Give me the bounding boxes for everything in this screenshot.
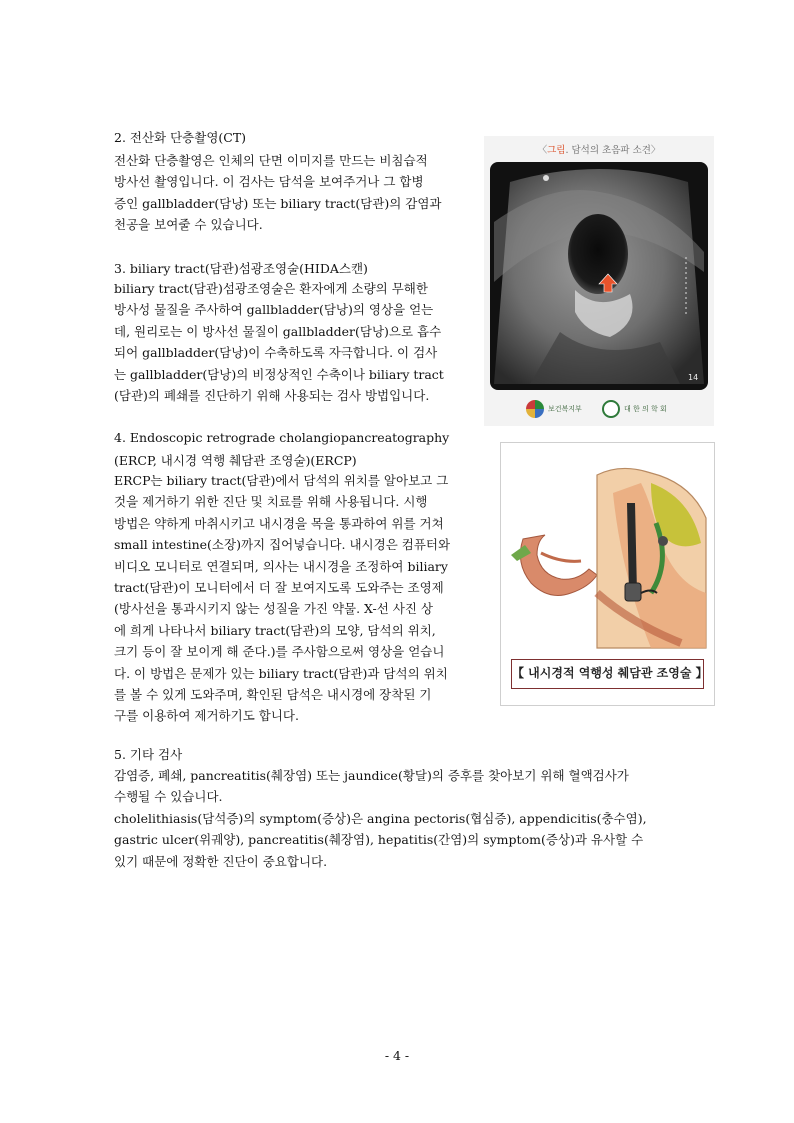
academy-logo: 대 한 의 학 회 bbox=[602, 400, 667, 418]
text-line: 되어 gallbladder(담낭)이 수축하도록 자극합니다. 이 검사 bbox=[114, 345, 438, 361]
text-line: small intestine(소장)까지 집어넣습니다. 내시경은 컴퓨터와 bbox=[114, 537, 451, 553]
page-number: - 4 - bbox=[384, 1048, 410, 1063]
text-line: 전산화 단층촬영은 인체의 단면 이미지를 만드는 비침습적 bbox=[114, 153, 428, 168]
text-line: 것을 제거하기 위한 진단 및 치료를 위해 사용됩니다. 시행 bbox=[114, 494, 428, 510]
text-line: 크기 등이 잘 보이게 해 준다.)를 주사함으로써 영상을 얻습니 bbox=[114, 644, 445, 660]
text-line: 방사선 촬영입니다. 이 검사는 담석을 보여주거나 그 합병 bbox=[114, 174, 424, 190]
text-line: (담관)의 폐쇄를 진단하기 위해 사용되는 검사 방법입니다. bbox=[114, 388, 430, 404]
text-line: 수행될 수 있습니다. bbox=[114, 789, 223, 805]
svg-text:14: 14 bbox=[688, 373, 699, 382]
gallstone-shape bbox=[658, 536, 668, 546]
text-line: biliary tract(담관)섬광조영술은 환자에게 소량의 무해한 bbox=[114, 281, 428, 296]
text-line: 방사성 물질을 주사하여 gallbladder(담낭)의 영상을 얻는 bbox=[114, 302, 434, 318]
academy-logo-icon bbox=[602, 400, 620, 418]
text-line: 증인 gallbladder(담낭) 또는 biliary tract(담관)의 감염과 bbox=[114, 195, 442, 211]
ercp-figure-label: 【 내시경적 역행성 췌담관 조영술 】 bbox=[511, 659, 704, 689]
text-line: 에 희게 나타나서 biliary tract(담관)의 모양, 담석의 위치, bbox=[114, 622, 436, 638]
section-2-body bbox=[114, 150, 486, 236]
section-5-heading: 5. 기타 검사 bbox=[114, 747, 183, 762]
text-line: 구를 이용하여 제거하기도 합니다. bbox=[114, 708, 299, 724]
text-line: tract(담관)이 모니터에서 더 잘 보여지도록 도와주는 조영제 bbox=[114, 580, 444, 596]
text-line: gastric ulcer(위궤양), pancreatitis(췌장염), hepatitis(간염)의 symptom(증상)과 유사할 수 bbox=[114, 832, 644, 848]
logos-bar bbox=[484, 398, 714, 424]
text-line: 천공을 보여줄 수 있습니다. bbox=[114, 217, 263, 233]
section-3-heading: 3. biliary tract(담관)섬광조영술(HIDA스캔) bbox=[114, 261, 368, 276]
section-4-heading: 4. Endoscopic retrograde cholangiopancreatography bbox=[114, 430, 450, 445]
section-4-body bbox=[114, 470, 486, 727]
text-line: 감염증, 폐쇄, pancreatitis(췌장염) 또는 jaundice(황달)의 증후를 찾아보기 위해 혈액검사가 bbox=[114, 768, 629, 783]
text-line: (방사선을 통과시키지 않는 성질을 가진 약물. X-선 사진 상 bbox=[114, 601, 433, 617]
section-4-subheading: (ERCP, 내시경 역행 췌담관 조영술)(ERCP) bbox=[114, 453, 357, 468]
text-line: 는 gallbladder(담낭)의 비정상적인 수축이나 biliary tract bbox=[114, 366, 444, 382]
text-line: 를 볼 수 있게 도와주며, 확인된 담석은 내시경에 장착된 기 bbox=[114, 687, 432, 703]
text-line: 비디오 모니터로 연결되며, 의사는 내시경을 조정하여 biliary bbox=[114, 558, 448, 574]
ultrasound-figure bbox=[484, 136, 714, 426]
ministry-logo-icon bbox=[526, 400, 544, 418]
section-5-body bbox=[114, 765, 694, 872]
text-line: ERCP는 biliary tract(담관)에서 담석의 위치를 알아보고 그 bbox=[114, 473, 449, 488]
ultrasound-caption: 〈그림. 담석의 초음파 소견〉 bbox=[537, 145, 661, 156]
ministry-logo: 보건복지부 bbox=[526, 400, 582, 418]
section-2-heading: 2. 전산화 단층촬영(CT) bbox=[114, 130, 247, 145]
text-line: cholelithiasis(담석증)의 symptom(증상)은 angina pectoris(협심증), appendicitis(충수염), bbox=[114, 810, 647, 826]
text-line: 방법은 약하게 마취시키고 내시경을 목을 통과하여 위를 거쳐 bbox=[114, 515, 444, 531]
ercp-figure bbox=[500, 442, 715, 706]
text-line: 다. 이 방법은 문제가 있는 biliary tract(담관)과 담석의 위치 bbox=[114, 665, 448, 681]
ercp-illustration bbox=[501, 443, 714, 658]
ultrasound-image bbox=[490, 162, 708, 390]
text-line: 있기 때문에 정확한 진단이 중요합니다. bbox=[114, 853, 328, 869]
text-line: 데, 원리로는 이 방사선 물질이 gallbladder(담낭)으로 흡수 bbox=[114, 323, 442, 339]
gallbladder-shape bbox=[568, 214, 628, 294]
section-3-body bbox=[114, 278, 486, 406]
